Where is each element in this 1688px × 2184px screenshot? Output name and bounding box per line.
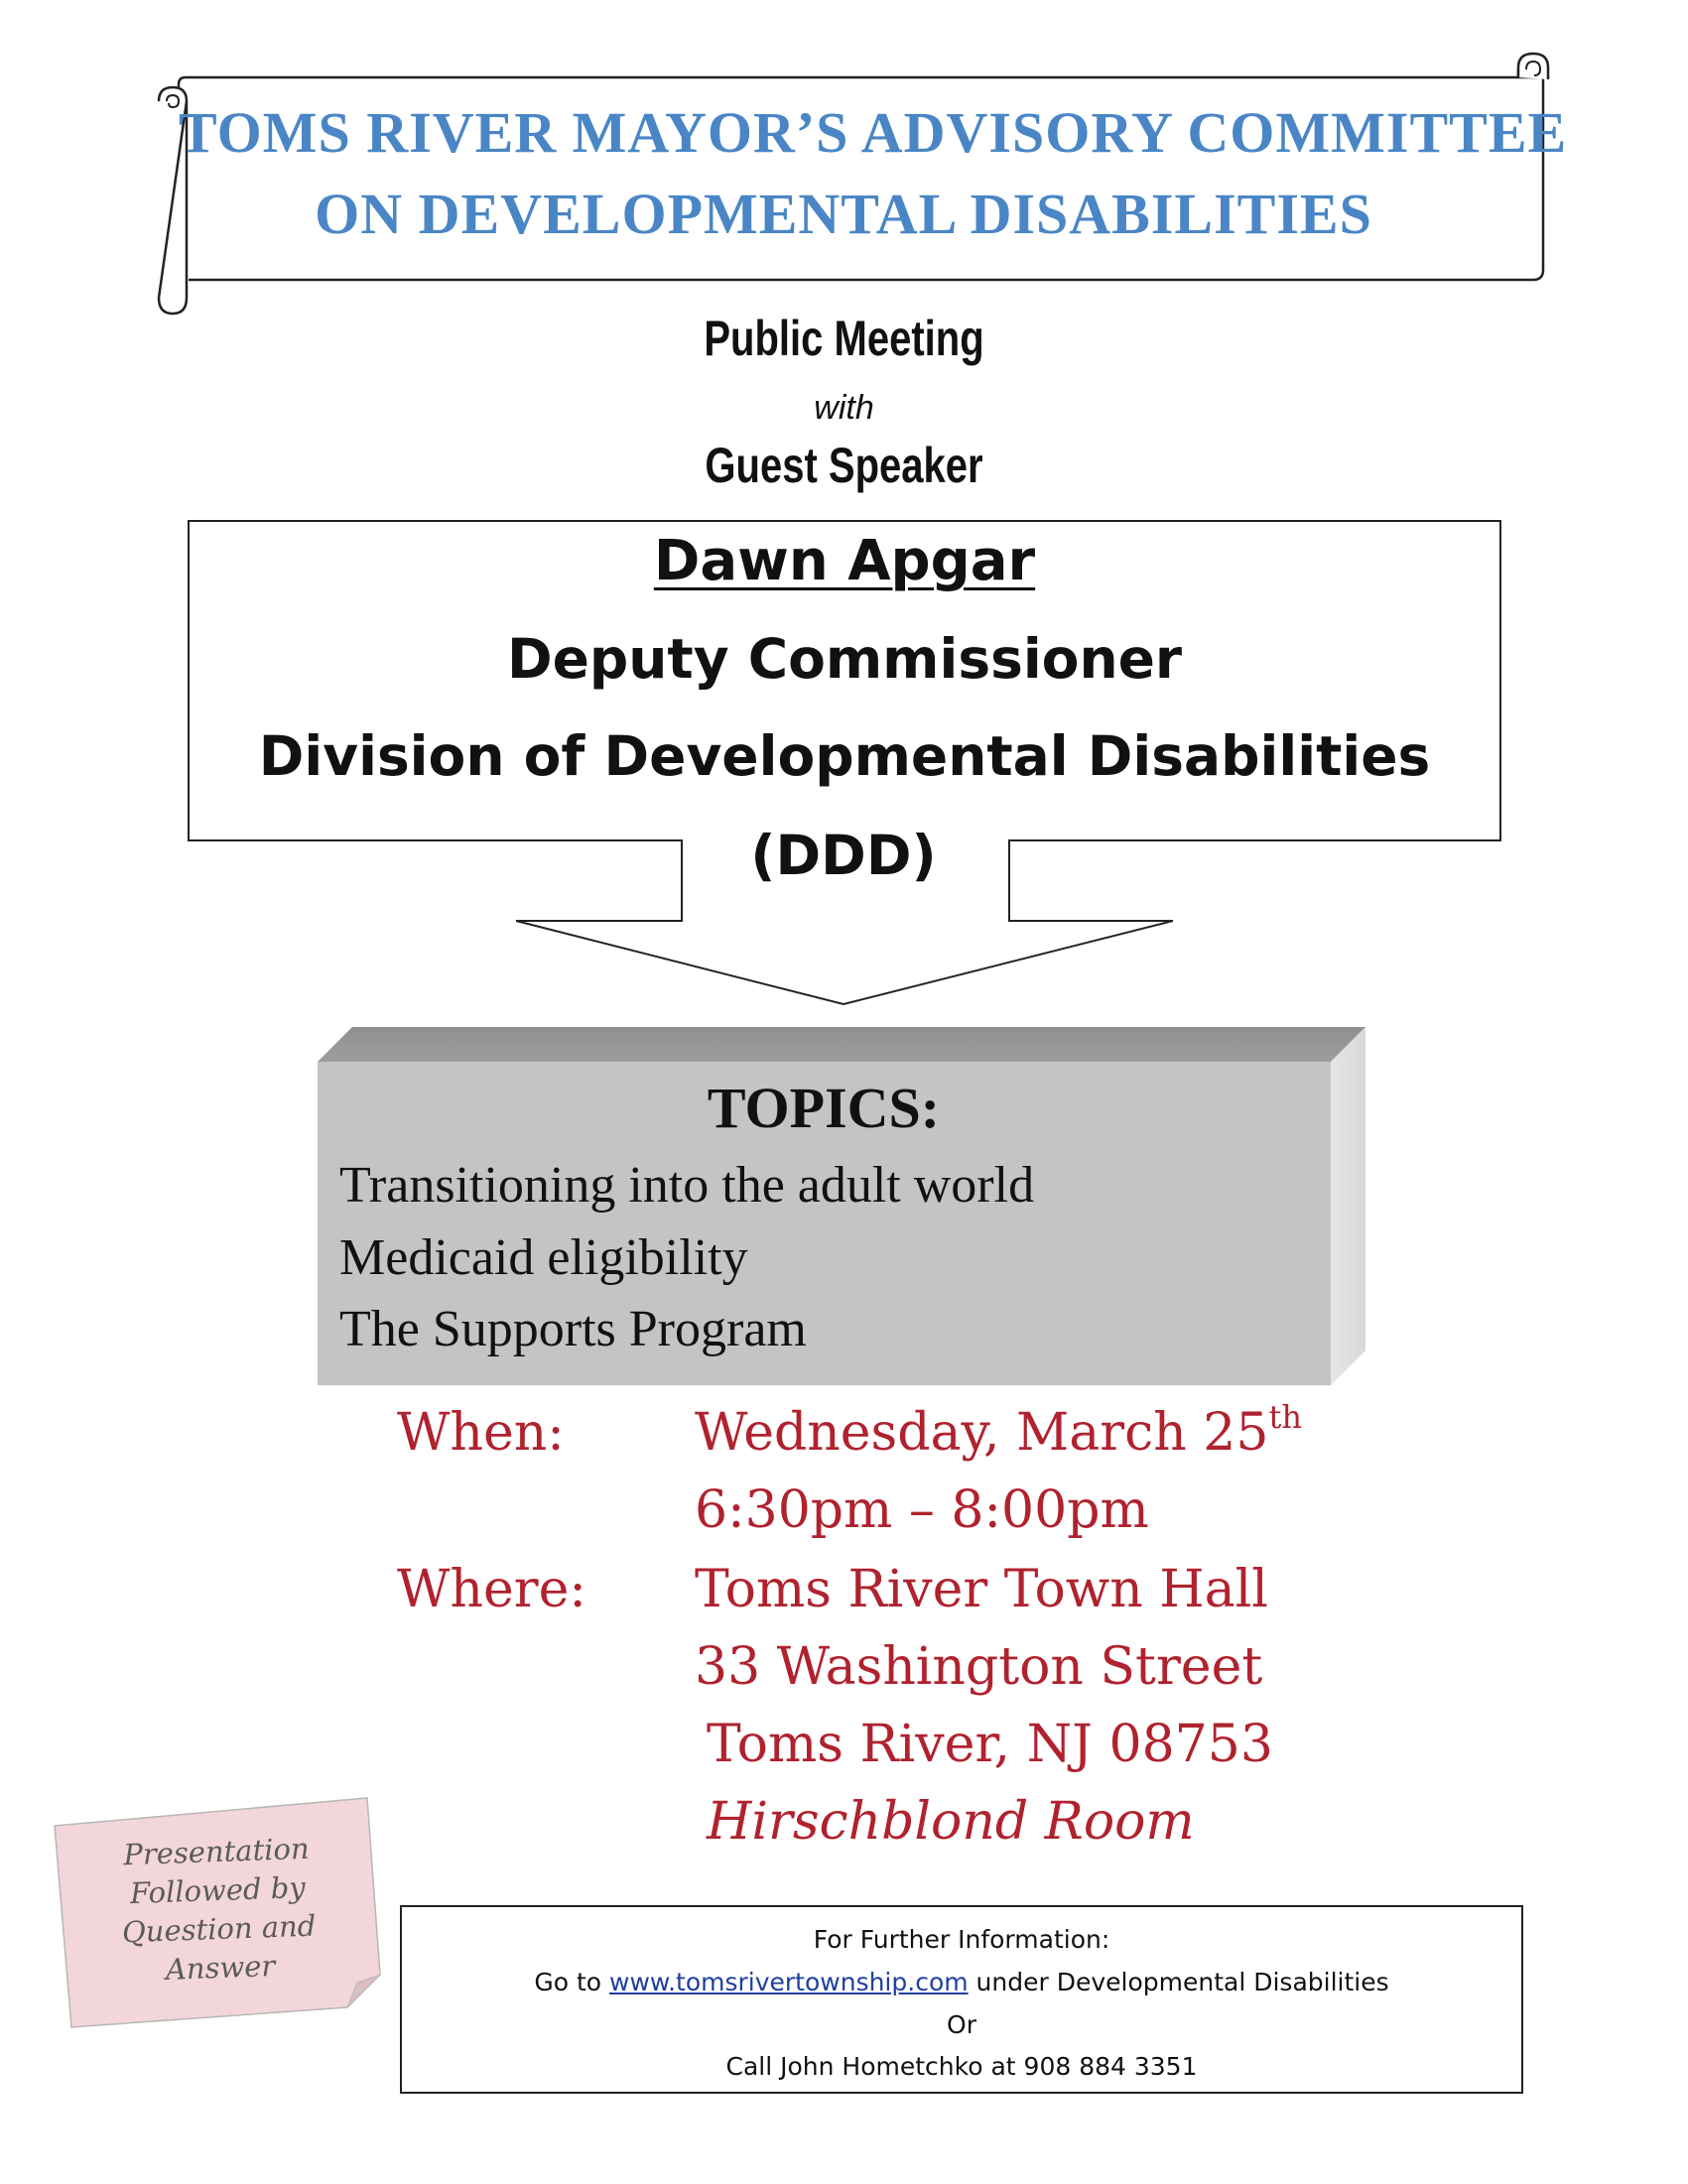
event-venue: Toms River Town Hall [695, 1560, 1268, 1619]
topic-item: The Supports Program [339, 1301, 807, 1357]
further-info-box [400, 1905, 1523, 2094]
sticky-note-line: Question and [121, 1908, 317, 1950]
contact-phone-line: Call John Hometchko at 908 884 3351 [725, 2052, 1198, 2081]
event-date: Wednesday, March 25th [695, 1398, 1302, 1463]
where-label: Where: [397, 1560, 586, 1619]
speaker-name: Dawn Apgar [653, 529, 1036, 593]
speaker-division: Division of Developmental Disabilities [258, 724, 1431, 788]
division-abbreviation: (DDD) [750, 824, 937, 887]
township-website-link[interactable]: www.tomsrivertownship.com [609, 1968, 969, 1996]
under-text: under Developmental Disabilities [975, 1968, 1389, 1996]
event-time: 6:30pm – 8:00pm [695, 1480, 1149, 1540]
or-text: Or [947, 2010, 976, 2039]
sticky-note-line: Presentation [122, 1831, 311, 1872]
topic-item: Transitioning into the adult world [339, 1157, 1035, 1214]
event-city: Toms River, NJ 08753 [707, 1715, 1273, 1774]
sticky-note-line: Followed by [129, 1869, 307, 1911]
topic-item: Medicaid eligibility [339, 1229, 748, 1286]
sticky-note [0, 0, 417, 2064]
guest-speaker-heading: Guest Speaker [705, 438, 983, 493]
sticky-note-line: Answer [165, 1949, 276, 1987]
info-title: For Further Information: [813, 1925, 1110, 1954]
with-text: with [814, 389, 874, 427]
info-website-line [402, 1968, 1521, 1996]
when-label: When: [397, 1403, 565, 1463]
event-street: 33 Washington Street [695, 1637, 1263, 1697]
go-to-text: Go to [534, 1968, 602, 1996]
speaker-title: Deputy Commissioner [506, 627, 1183, 691]
public-meeting-heading: Public Meeting [704, 311, 984, 366]
sticky-note-text [91, 1829, 344, 1992]
committee-title-line-2: ON DEVELOPMENTAL DISABILITIES [315, 182, 1372, 246]
event-room: Hirschblond Room [707, 1792, 1195, 1852]
committee-title-line-1: TOMS RIVER MAYOR’S ADVISORY COMMITTEE [179, 100, 1568, 165]
topics-heading: TOPICS: [707, 1076, 941, 1140]
